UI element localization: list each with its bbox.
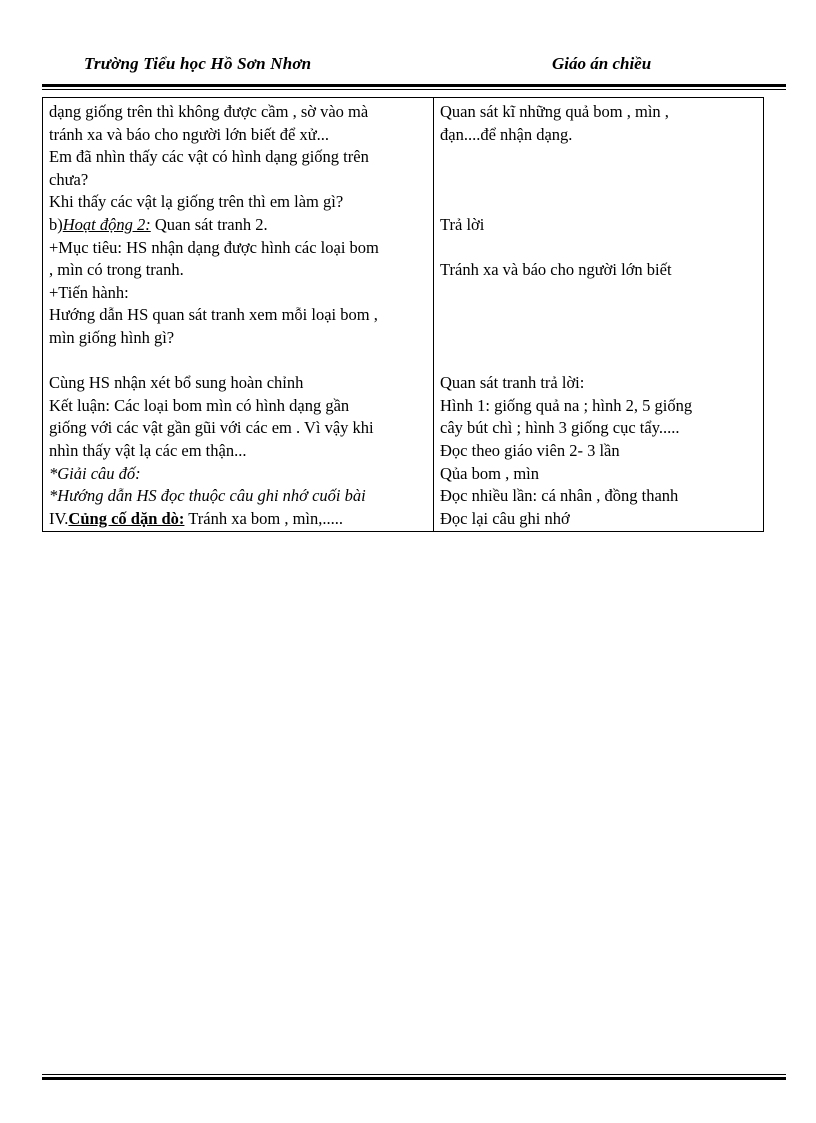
header-rule — [42, 84, 786, 87]
text-line: Quan sát kĩ những quả bom , mìn , — [440, 102, 669, 121]
blank-line — [440, 169, 758, 192]
text-line: Em đã nhìn thấy các vật có hình dạng giống trên — [49, 147, 369, 167]
text-line: dạng giống trên thì không được cầm , sờ vào mà — [49, 102, 369, 121]
school-name: Trường Tiểu học Hồ Sơn Nhơn — [84, 54, 312, 73]
section-iv-prefix: IV. — [49, 508, 69, 528]
text-line: Tránh xa và báo cho người lớn biết — [440, 260, 672, 280]
text-line: Kết luận: Các loại bom mìn có hình dạng gần — [49, 395, 350, 415]
text-line: +Mục tiêu: HS nhận dạng được hình các loại bom — [49, 237, 379, 257]
guide-line: *Hướng dẫn HS đọc thuộc câu ghi nhớ cuối bài — [49, 486, 366, 506]
text-line: Đọc lại câu ghi nhớ — [440, 508, 570, 528]
text-line: Hướng dẫn HS quan sát tranh xem mỗi loại bom , — [49, 305, 378, 325]
text-line: Khi thấy các vật lạ giống trên thì em làm gì? — [49, 192, 344, 212]
blank-line — [440, 304, 758, 327]
text-line: Cùng HS nhận xét bổ sung hoàn chỉnh — [49, 373, 304, 393]
text-line: Đọc theo giáo viên 2- 3 lần — [440, 440, 620, 460]
text-line: +Tiến hành: — [49, 282, 129, 302]
section-iv-text: Tránh xa bom , mìn,..... — [184, 508, 344, 528]
footer-rule-thin — [42, 1074, 786, 1075]
text-line: cây bút chì ; hình 3 giống cục tẩy..... — [440, 418, 680, 438]
text-line: đạn....để nhận dạng. — [440, 124, 573, 144]
text-line: nhìn thấy vật lạ các em thận... — [49, 440, 247, 460]
blank-line — [440, 282, 758, 305]
section-iv-label: Củng cố dặn dò: — [68, 508, 185, 528]
activity-2-prefix: b) — [49, 214, 63, 234]
text-line: chưa? — [49, 169, 89, 189]
blank-line — [440, 350, 758, 373]
text-line: Đọc nhiều lần: cá nhân , đồng thanh — [440, 486, 679, 506]
section-iv-line — [49, 508, 428, 531]
document-type: Giáo án chiều — [552, 54, 652, 73]
blank-line — [49, 350, 428, 373]
blank-line — [440, 327, 758, 350]
blank-line — [440, 191, 758, 214]
text-line: mìn giống hình gì? — [49, 327, 175, 347]
text-line: Hình 1: giống quả na ; hình 2, 5 giống — [440, 395, 693, 415]
riddle-line: *Giải câu đố: — [49, 463, 141, 483]
activity-2-heading — [49, 214, 428, 237]
text-line: Qủa bom , mìn — [440, 463, 539, 483]
text-line: Trả lời — [440, 214, 485, 234]
activity-2-text: Quan sát tranh 2. — [150, 214, 268, 234]
text-line: giống với các vật gần gũi với các em . Vì vậy khi — [49, 418, 374, 438]
header-rule-thin — [42, 89, 786, 90]
lesson-table — [42, 97, 764, 532]
footer-rule — [42, 1077, 786, 1080]
blank-line — [440, 146, 758, 169]
student-activities-cell — [434, 98, 764, 532]
page-header — [42, 50, 786, 86]
text-line: Quan sát tranh trả lời: — [440, 373, 585, 393]
activity-2-label: Hoạt động 2: — [62, 214, 151, 234]
table-row — [43, 98, 764, 532]
blank-line — [440, 237, 758, 260]
teacher-activities-cell — [43, 98, 434, 532]
text-line: , mìn có trong tranh. — [49, 260, 184, 280]
text-line: tránh xa và báo cho người lớn biết để xử... — [49, 124, 330, 144]
